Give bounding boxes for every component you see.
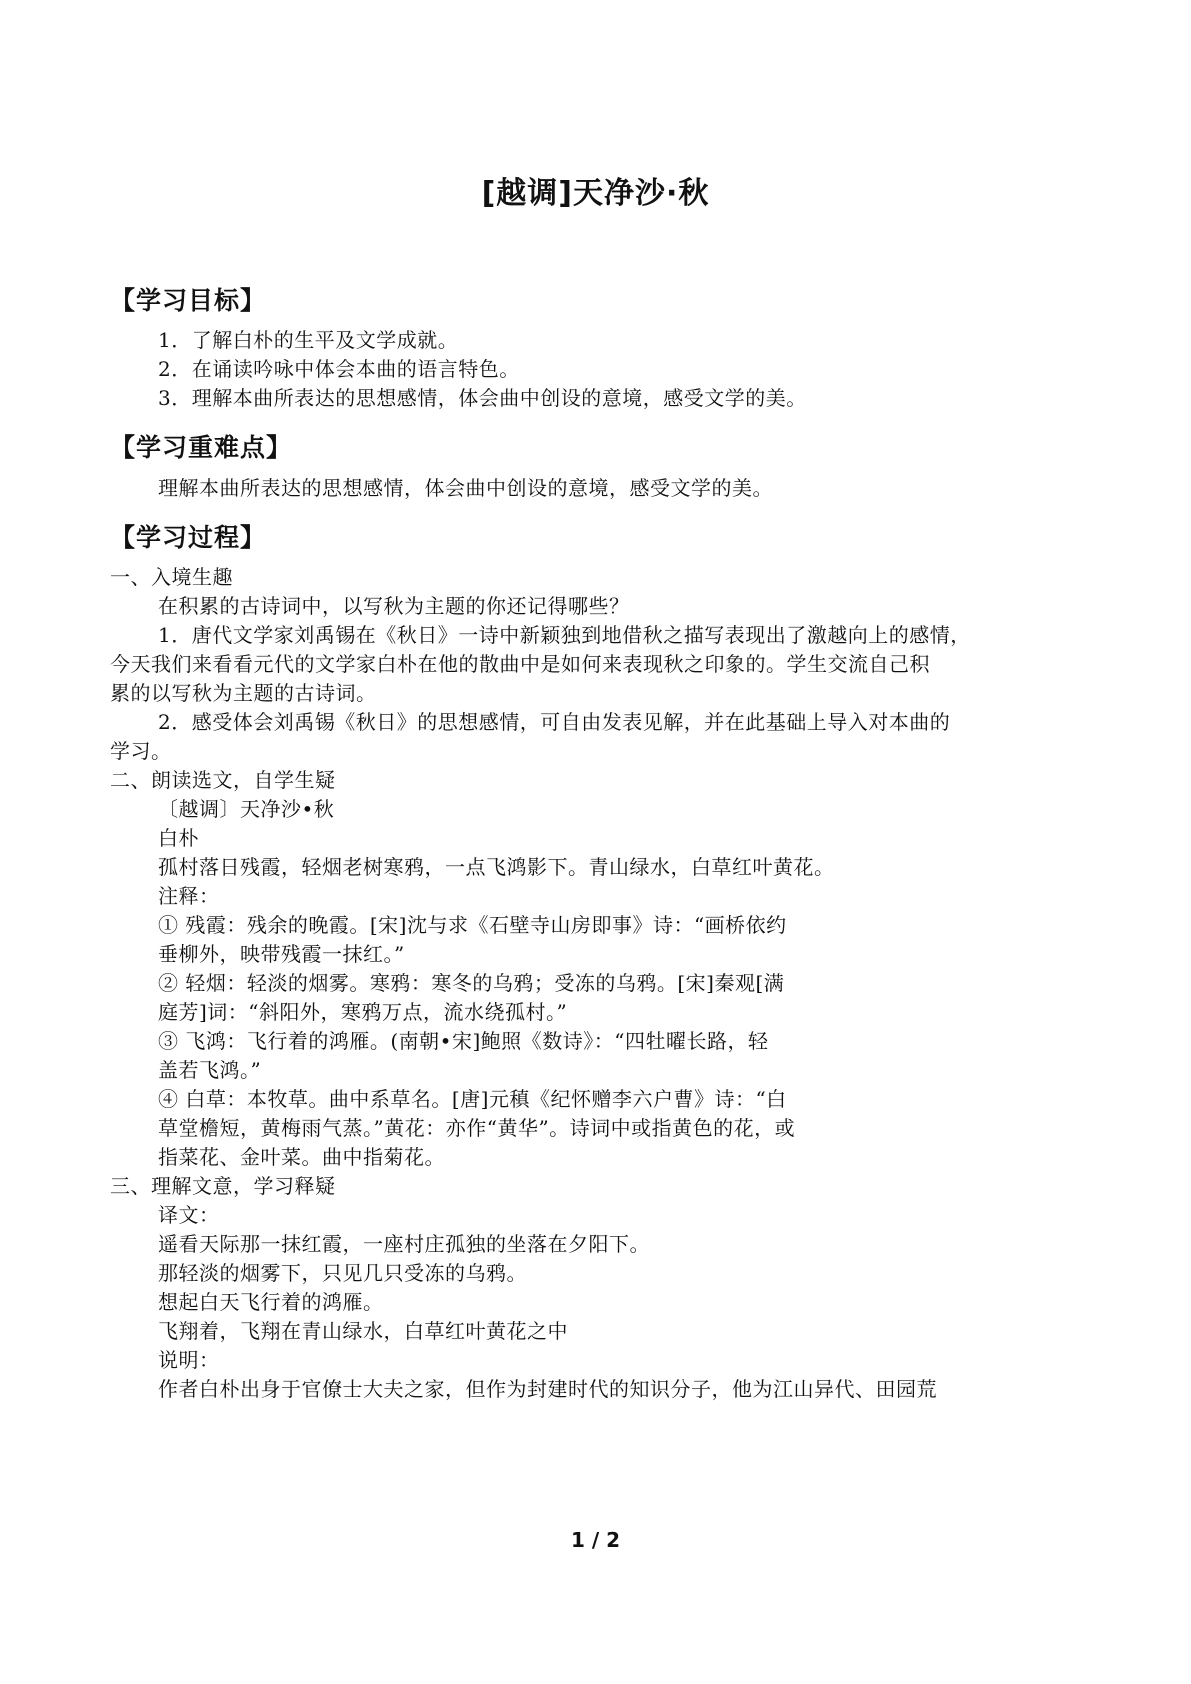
heading-learning-process: 【学习过程】 xyxy=(110,523,267,552)
translation-label: 译文： xyxy=(158,1203,220,1227)
explanation-label: 说明： xyxy=(158,1348,220,1372)
note-line: 垂柳外，映带残霞一抹红。” xyxy=(158,942,405,966)
note-line: 草堂檐短，黄梅雨气蒸。”黄花：亦作“黄华”。诗词中或指黄色的花，或 xyxy=(158,1116,796,1140)
explanation-line: 作者白朴出身于官僚士大夫之家，但作为封建时代的知识分子，他为江山异代、田园荒 xyxy=(158,1377,937,1401)
goal-item-2: 2．在诵读吟咏中体会本曲的语言特色。 xyxy=(158,357,520,381)
page-number: 1 / 2 xyxy=(570,1528,621,1552)
part2-label: 二、朗读选文，自学生疑 xyxy=(110,768,336,792)
note-line: ② 轻烟：轻淡的烟雾。寒鸦：寒冬的乌鸦；受冻的乌鸦。[宋]秦观[满 xyxy=(158,971,785,995)
paragraph-line: 累的以写秋为主题的古诗词。 xyxy=(110,681,377,705)
paragraph-line: 在积累的古诗词中，以写秋为主题的你还记得哪些？ xyxy=(158,594,630,618)
note-line: 盖若飞鸿。” xyxy=(158,1058,262,1082)
part3-label: 三、理解文意，学习释疑 xyxy=(110,1174,336,1198)
goal-item-1: 1．了解白朴的生平及文学成就。 xyxy=(158,328,459,352)
poem-text: 孤村落日残霞，轻烟老树寒鸦，一点飞鸿影下。青山绿水，白草红叶黄花。 xyxy=(158,855,835,879)
note-line: ① 残霞：残余的晚霞。[宋]沈与求《石壁寺山房即事》诗：“画桥依约 xyxy=(158,913,787,937)
note-line: 指菜花、金叶菜。曲中指菊花。 xyxy=(158,1145,445,1169)
paragraph-line: 1．唐代文学家刘禹锡在《秋日》一诗中新颖独到地借秋之描写表现出了激越向上的感情， xyxy=(158,623,971,647)
translation-line: 遥看天际那一抹红霞，一座村庄孤独的坐落在夕阳下。 xyxy=(158,1232,650,1256)
translation-line: 飞翔着，飞翔在青山绿水，白草红叶黄花之中 xyxy=(158,1319,568,1343)
document-title: [越调]天净沙·秋 xyxy=(481,176,710,211)
note-line: ③ 飞鸿：飞行着的鸿雁。(南朝•宋]鲍照《数诗》：“四牡曜长路，轻 xyxy=(158,1029,769,1053)
heading-key-points: 【学习重难点】 xyxy=(110,433,293,462)
heading-learning-goals: 【学习目标】 xyxy=(110,286,267,315)
note-line: 庭芳]词：“斜阳外，寒鸦万点，流水绕孤村。” xyxy=(158,1000,568,1024)
translation-line: 想起白天飞行着的鸿雁。 xyxy=(158,1290,384,1314)
poem-author: 白朴 xyxy=(158,826,199,850)
translation-line: 那轻淡的烟雾下，只见几只受冻的乌鸦。 xyxy=(158,1261,527,1285)
note-line: ④ 白草：本牧草。曲中系草名。[唐]元稹《纪怀赠李六户曹》诗：“白 xyxy=(158,1087,787,1111)
paragraph-line: 今天我们来看看元代的文学家白朴在他的散曲中是如何来表现秋之印象的。学生交流自己积 xyxy=(110,652,930,676)
notes-label: 注释： xyxy=(158,884,220,908)
part1-label: 一、入境生趣 xyxy=(110,565,233,589)
poem-title: 〔越调〕天净沙•秋 xyxy=(158,797,335,821)
goal-item-3: 3．理解本曲所表达的思想感情，体会曲中创设的意境，感受文学的美。 xyxy=(158,386,807,410)
paragraph-line: 2．感受体会刘禹锡《秋日》的思想感情，可自由发表见解，并在此基础上导入对本曲的 xyxy=(158,710,951,734)
key-points-text: 理解本曲所表达的思想感情，体会曲中创设的意境，感受文学的美。 xyxy=(158,476,773,500)
paragraph-line: 学习。 xyxy=(110,739,172,763)
